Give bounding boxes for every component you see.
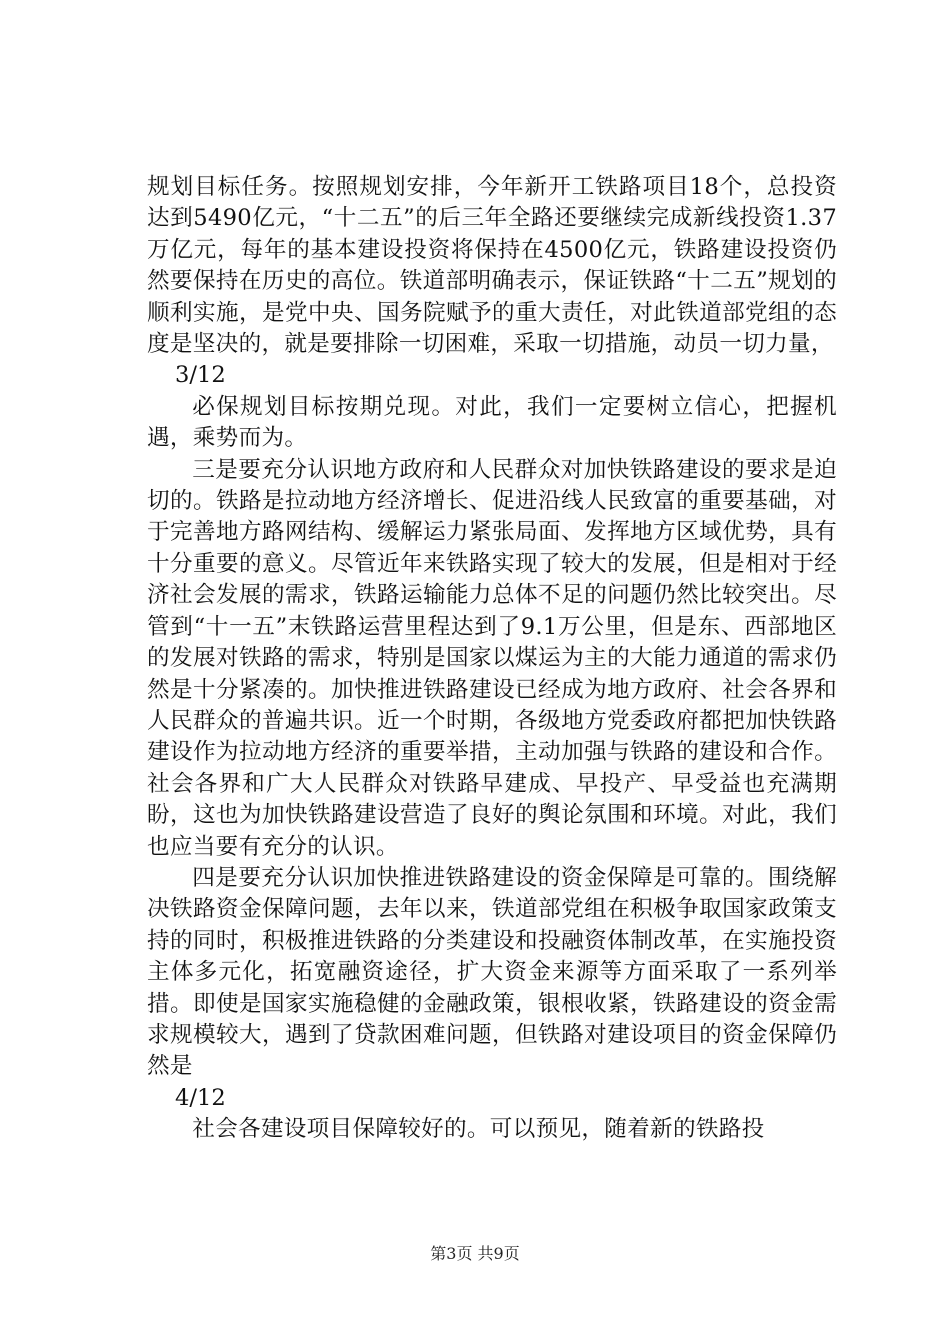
- page-marker-4-of-12: 4/12: [175, 1084, 226, 1111]
- paragraph-2: 必保规划目标按期兑现。对此，我们一定要树立信心，把握机遇，乘势而为。: [147, 393, 837, 452]
- paragraph-3: 三是要充分认识地方政府和人民群众对加快铁路建设的要求是迫切的。铁路是拉动地方经济增长、促进沿线人民致富的重要基础，对于完善地方路网结构、缓解运力紧张局面、发挥地方区域优势，具有十分重要的意义。尽管近年来铁路实现了较大的发展，但是相对于经济社会发展的需求，铁路运输能力总体不足的问题仍然比较突出。尽管到“十一五”末铁路运营里程达到了9.1万公里，但是东、西部地区的发展对铁路的需求，特别是国家以煤运为主的大能力通道的需求仍然是十分紧凑的。加快推进铁路建设已经成为地方政府、社会各界和人民群众的普遍共识。近一个时期，各级地方党委政府都把加快铁路建设作为拉动地方经济的重要举措，主动加强与铁路的建设和合作。社会各界和广大人民群众对铁路早建成、早投产、早受益也充满期盼，这也为加快铁路建设营造了良好的舆论氛围和环境。对此，我们也应当要有充分的认识。: [147, 456, 837, 860]
- document-body: [147, 172, 837, 1146]
- page-footer: 第3页 共9页: [430, 1244, 520, 1263]
- paragraph-1: 规划目标任务。按照规划安排，今年新开工铁路项目18个，总投资达到5490亿元，“十二五”的后三年全路还要继续完成新线投资1.37万亿元，每年的基本建设投资将保持在4500亿元，铁路建设投资仍然要保持在历史的高位。铁道部明确表示，保证铁路“十二五”规划的顺利实施，是党中央、国务院赋予的重大责任，对此铁道部党组的态度是坚决的，就是要排除一切困难，采取一切措施，动员一切力量，: [147, 174, 837, 358]
- paragraph-5: 社会各建设项目保障较好的。可以预见，随着新的铁路投: [192, 1116, 765, 1143]
- paragraph-4: 四是要充分认识加快推进铁路建设的资金保障是可靠的。围绕解决铁路资金保障问题，去年以来，铁道部党组在积极争取国家政策支持的同时，积极推进铁路的分类建设和投融资体制改革，在实施投资主体多元化，拓宽融资途径，扩大资金来源等方面采取了一系列举措。即使是国家实施稳健的金融政策，银根收紧，铁路建设的资金需求规模较大，遇到了贷款困难问题，但铁路对建设项目的资金保障仍然是: [147, 864, 837, 1080]
- page-marker-3-of-12: 3/12: [175, 362, 226, 389]
